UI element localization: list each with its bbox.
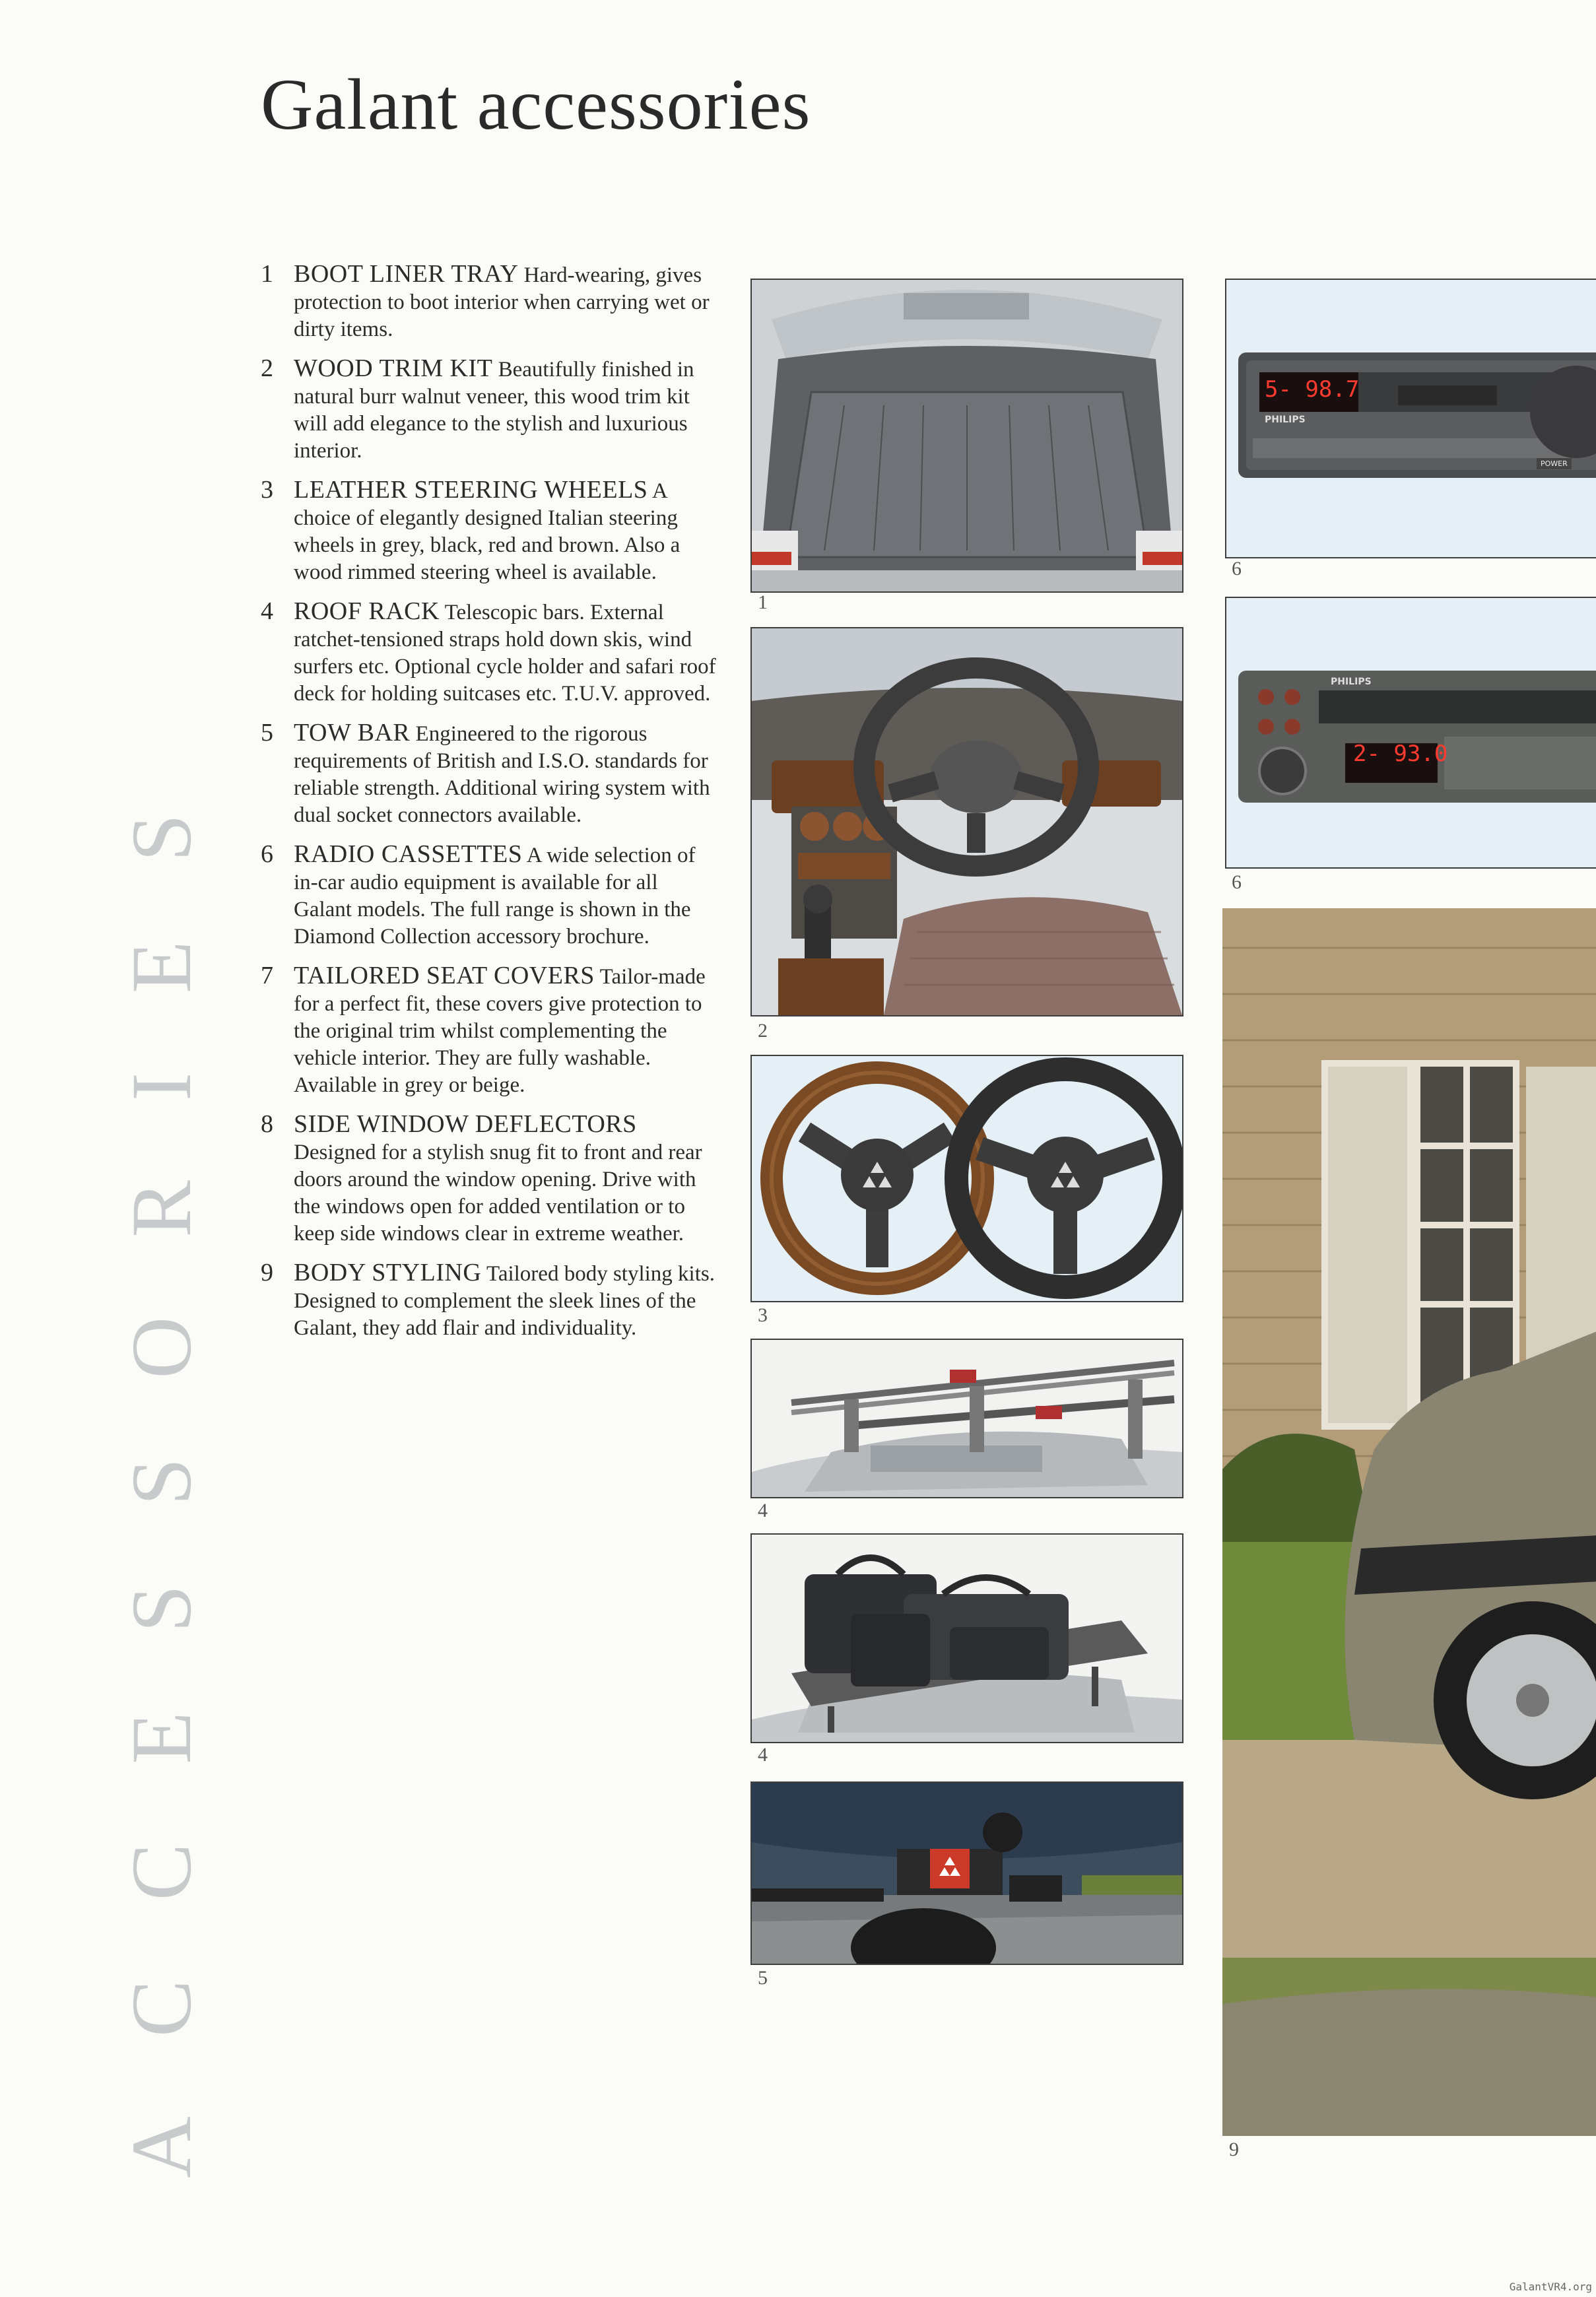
item-heading: TAILORED SEAT COVERS	[294, 962, 595, 989]
caption-boot: 1	[758, 591, 768, 613]
list-item	[261, 1259, 716, 1342]
item-description: Telescopic bars. External ratchet-tensioned straps hold down skis, wind surfers etc. Optional cycle holder and safari roof deck for holding suitcases etc. T.U.V. approved.	[294, 601, 716, 706]
caption-wheels: 3	[758, 1304, 768, 1326]
roof-rack-cases-photo	[750, 1533, 1183, 1743]
accessory-list	[261, 261, 716, 1354]
caption-car: 9	[1229, 2139, 1239, 2160]
caption-radio-1: 6	[1232, 558, 1242, 580]
list-item	[261, 598, 716, 708]
caption-interior: 2	[758, 1020, 768, 1042]
list-item	[261, 841, 716, 950]
list-item	[261, 477, 716, 586]
item-number: 4	[261, 597, 273, 625]
item-number: 5	[261, 719, 273, 747]
radio2-brand: PHILIPS	[1331, 677, 1372, 687]
page-title: Galant accessories	[261, 64, 811, 145]
item-number: 6	[261, 840, 273, 868]
body-styling-car-photo	[1222, 908, 1596, 2136]
list-item	[261, 962, 716, 1099]
item-heading: LEATHER STEERING WHEELS	[294, 476, 648, 504]
item-number: 9	[261, 1259, 273, 1286]
item-number: 2	[261, 354, 273, 382]
caption-rack-skis: 4	[758, 1500, 768, 1521]
sidebar-word-accessories: ACCESSORIES	[114, 735, 209, 2178]
boot-liner-photo	[750, 279, 1183, 593]
item-heading: ROOF RACK	[294, 597, 440, 625]
list-item	[261, 1111, 716, 1248]
item-description: Hard-wearing, gives protection to boot interior when carrying wet or dirty items.	[294, 263, 710, 341]
radio1-power-button: POWER	[1537, 458, 1572, 469]
list-item	[261, 719, 716, 829]
item-description: Tailored body styling kits. Designed to complement the sleek lines of the Galant, they add flair and individuality.	[294, 1262, 715, 1340]
caption-radio-2: 6	[1232, 871, 1242, 893]
item-heading: RADIO CASSETTES	[294, 840, 523, 868]
radio1-display: 5- 98.7	[1265, 376, 1360, 403]
steering-wheels-photo	[750, 1055, 1183, 1302]
item-number: 7	[261, 962, 273, 989]
item-heading: BOOT LINER TRAY	[294, 260, 519, 288]
caption-rack-cases: 4	[758, 1744, 768, 1766]
item-heading: SIDE WINDOW DEFLECTORS	[294, 1110, 637, 1138]
item-number: 3	[261, 476, 273, 504]
roof-rack-skis-photo	[750, 1339, 1183, 1498]
item-description: Engineered to the rigorous requirements of British and I.S.O. standards for reliable strength. Additional wiring system with dual socket connectors available.	[294, 722, 710, 827]
item-description: A wide selection of in-car audio equipment is available for all Galant models. The full range is shown in the Diamond Collection accessory brochure.	[294, 844, 696, 949]
wood-trim-photo	[750, 627, 1183, 1016]
item-heading: TOW BAR	[294, 719, 411, 747]
item-heading: BODY STYLING	[294, 1259, 482, 1286]
list-item	[261, 261, 716, 343]
caption-towbar: 5	[758, 1967, 768, 1989]
item-number: 8	[261, 1110, 273, 1138]
item-description: Designed for a stylish snug fit to front and rear doors around the window opening. Drive with the windows open for added ventilation or to keep side windows clear in extreme weather.	[294, 1141, 702, 1246]
tow-bar-photo	[750, 1781, 1183, 1965]
radio1-brand: PHILIPS	[1265, 415, 1306, 425]
item-description: Tailor-made for a perfect fit, these covers give protection to the original trim whilst complementing the vehicle interior. They are fully washable. Available in grey or beige.	[294, 965, 706, 1097]
radio2-display: 2- 93.0	[1353, 741, 1448, 767]
footer-watermark: GalantVR4.org	[1509, 2280, 1592, 2293]
list-item	[261, 355, 716, 465]
item-description: Beautifully finished in natural burr walnut veneer, this wood trim kit will add elegance to the stylish and luxurious interior.	[294, 358, 694, 463]
item-heading: WOOD TRIM KIT	[294, 354, 493, 382]
radio-cassette-photo-2	[1225, 597, 1596, 869]
item-description: A choice of elegantly designed Italian steering wheels in grey, black, red and brown. Also a wood rimmed steering wheel is available.	[294, 479, 681, 584]
item-number: 1	[261, 260, 273, 288]
